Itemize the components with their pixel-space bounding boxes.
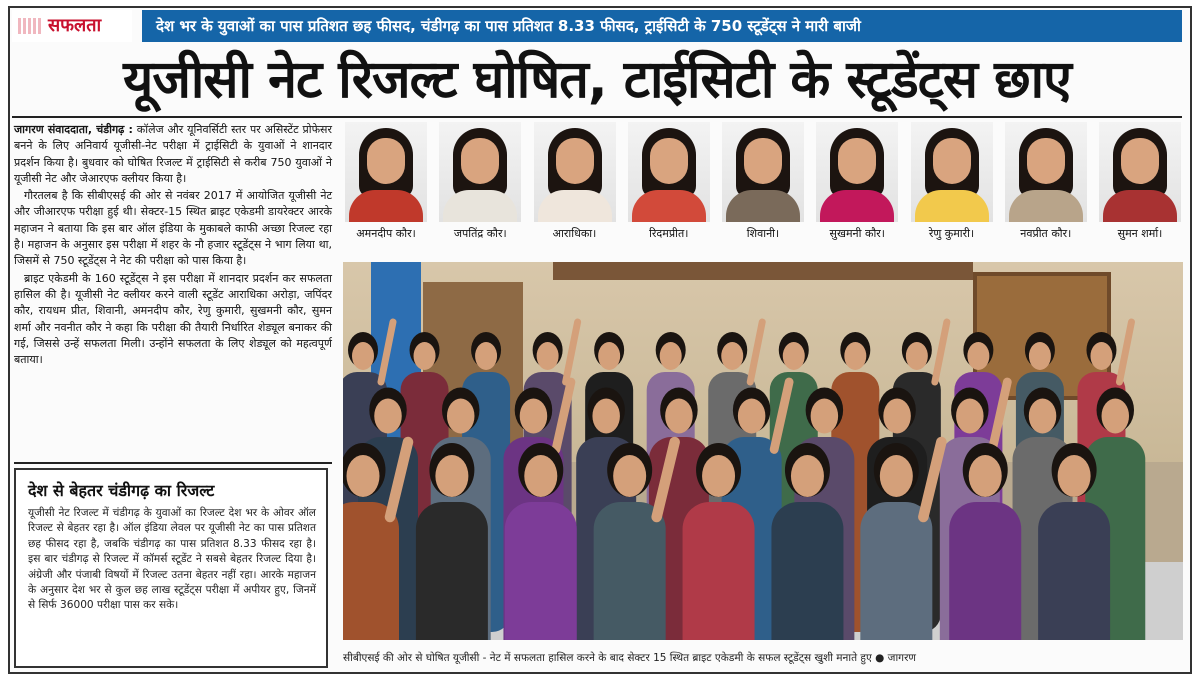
article-paragraph: ब्राइट एकेडमी के 160 स्टूडेंट्स ने इस परीक्षा में शानदार प्रदर्शन कर सफलता हासिल की है। यूजीसी नेट क्लीयर करने वाली स्टूडेंट आराधिका अरोड़ा, जपिंदर कौर, रायधम प्रीत, शिवानी, अमनदीप कौर, रेणु कुमारी, सुखमनी कौर, सुमन शर्मा और नवनीत कौर ने कहा कि परीक्षा की तैयारी निर्धारित शेड्यूल बनाकर की गई, जिससे उन्हें सफलता मिली। उन्होंने सफलता के लिए शेड्यूल को महत्वपूर्ण बताया।	[14, 271, 332, 367]
portrait-photo	[534, 122, 616, 222]
portrait	[532, 122, 618, 248]
portrait-caption: सुखमनी कौर।	[829, 227, 885, 240]
portrait-photo	[722, 122, 804, 222]
sidebar-box-title: देश से बेहतर चंडीगढ़ का रिजल्ट	[28, 481, 215, 500]
portrait-caption: रिदमप्रीत।	[649, 227, 689, 240]
byline: जागरण संवाददाता, चंडीगढ़ :	[14, 123, 133, 136]
portrait	[909, 122, 995, 248]
portrait-caption: आराधिका।	[552, 227, 597, 240]
portrait	[437, 122, 523, 248]
portrait-photo	[911, 122, 993, 222]
section-strap	[12, 10, 1182, 42]
portrait-photo	[1099, 122, 1181, 222]
article-paragraph	[14, 122, 332, 187]
portrait-photo	[1005, 122, 1087, 222]
portrait-caption: शिवानी।	[746, 227, 780, 240]
strap-subheadline: देश भर के युवाओं का पास प्रतिशत छह फीसद, चंडीगढ़ का पास प्रतिशत 8.33 फीसद, ट्राईसिटी के 750 स्टूडेंट्स ने मारी बाजी	[142, 10, 1182, 42]
sidebar-box	[14, 468, 328, 668]
headline: यूजीसी नेट रिजल्ट घोषित, टाईसिटी के स्टूडेंट्स छाए	[123, 50, 1071, 110]
portrait-photo	[816, 122, 898, 222]
column-divider	[14, 462, 332, 464]
photo-caption: सीबीएसई की ओर से घोषित यूजीसी - नेट में सफलता हासिल करने के बाद सेक्टर 15 स्थित ब्राइट एकेडमी के सफल स्टूडेंट्स खुशी मनाते हुए ● जागरण	[343, 652, 916, 664]
sidebar-box-text: यूजीसी नेट रिजल्ट में चंडीगढ़ के युवाओं का रिजल्ट देश भर के ओवर ऑल रिजल्ट से बेहतर रहा है। ऑल इंडिया लेवल पर यूजीसी नेट का पास प्रतिशत छह फीसद रहा है, जबकि चंडीगढ़ का पास प्रतिशत 8.33 फीसद रहा है। इस बार चंडीगढ़ से रिजल्ट में कॉमर्स स्टूडेंट ने सबसे बेहतर रिजल्ट दिया है। अंग्रेजी और पंजाबी विषयों में रिजल्ट उतना बेहतर नहीं रहा। आरके महाजन के अनुसार देश भर से कुल छह लाख स्टूडेंट्स परीक्षा में अपीयर हुए, जिनमें से सिर्फ 36000 परीक्षा पास कर सके।	[28, 507, 316, 612]
portrait-caption: अमनदीप कौर।	[356, 227, 416, 240]
portrait	[626, 122, 712, 248]
portrait-photo	[439, 122, 521, 222]
portrait	[720, 122, 806, 248]
portrait-caption: जपतिंद्र कौर।	[453, 227, 507, 240]
portrait-caption: सुमन शर्मा।	[1117, 227, 1163, 240]
celebrating-students-illustration	[343, 262, 1183, 640]
portrait	[814, 122, 900, 248]
portrait	[1003, 122, 1089, 248]
portrait	[343, 122, 429, 248]
article-body	[14, 122, 332, 369]
section-tag: सफलता	[12, 10, 132, 42]
headline-rule	[12, 116, 1182, 118]
portrait	[1097, 122, 1183, 248]
portrait-photo	[628, 122, 710, 222]
portrait-caption: नवप्रीत कौर।	[1020, 227, 1072, 240]
portrait-caption: रेणु कुमारी।	[928, 227, 975, 240]
article-paragraph: गौरतलब है कि सीबीएसई की ओर से नवंबर 2017 में आयोजित यूजीसी नेट और जीआरएफ परीक्षा हुई थी। सेक्टर-15 स्थित ब्राइट एकेडमी डायरेक्टर आरके महाजन ने बताया कि इस बार ऑल इंडिया के मुकाबले काफी अच्छा रिजल्ट रहा है। महाजन के अनुसार इस परीक्षा में शहर के नौ हजार स्टूडेंट्स ने भाग लिया था, जिसमें से 750 स्टूडेंट्स ने नेट की परीक्षा को पास किया है।	[14, 189, 332, 268]
article-paragraph-text: कॉलेज और यूनिवर्सिटी स्तर पर असिस्टेंट प्रोफेसर बनने के लिए अनिवार्य यूजीसी-नेट परीक्षा में ट्राईसिटी के युवाओं ने शानदार प्रदर्शन किया है। बुधवार को घोषित रिजल्ट में ट्राईसिटी से करीब 750 युवाओं ने यूजीसी नेट और जेआरएफ क्लीयर किया है।	[14, 123, 332, 185]
portrait-photo	[345, 122, 427, 222]
group-photo	[343, 262, 1183, 640]
portrait-row	[343, 122, 1183, 248]
